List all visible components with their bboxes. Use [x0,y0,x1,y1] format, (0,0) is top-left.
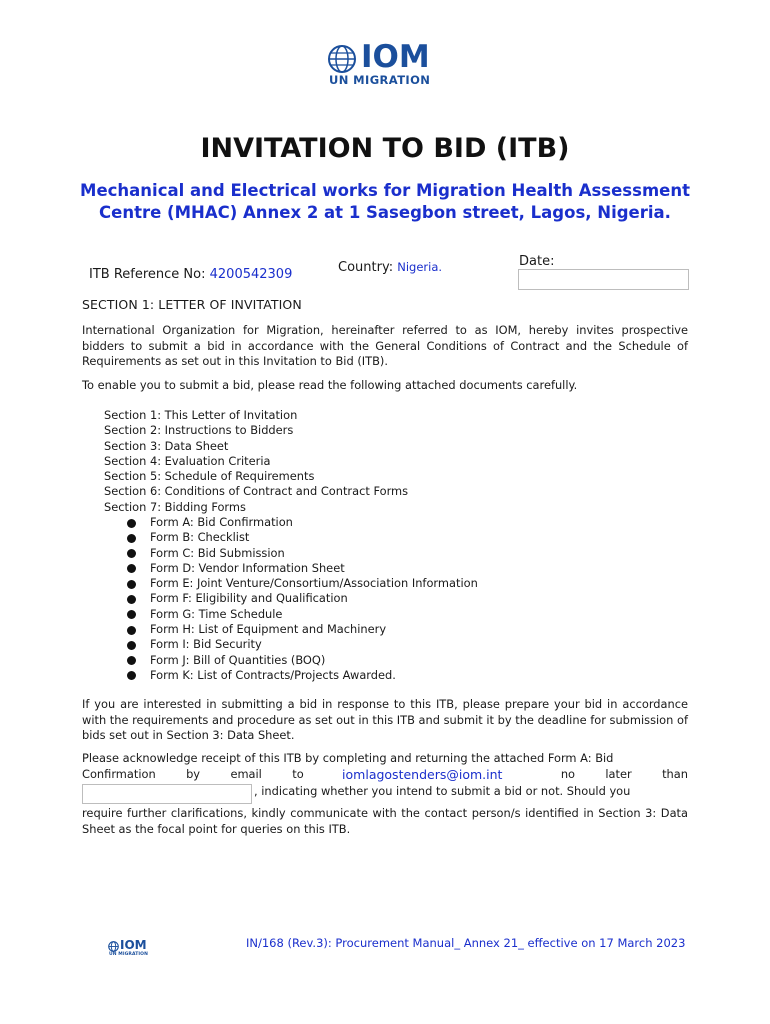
form-label: Form C: Bid Submission [150,545,285,560]
word: later [605,767,632,781]
bullet-icon [127,671,136,680]
form-label: Form D: Vendor Information Sheet [150,560,345,575]
sections-list [104,408,408,515]
list-item: Section 1: This Letter of Invitation [104,408,298,422]
forms-list [127,515,478,683]
list-item [127,515,478,530]
word: by [186,767,201,781]
form-label: Form A: Bid Confirmation [150,515,293,529]
form-label: Form F: Eligibility and Qualification [150,591,348,606]
footer-text: IN/168 (Rev.3): Procurement Manual_ Annex 21_ effective on 17 March 2023 [246,936,686,950]
list-item: Section 5: Schedule of Requirements [104,469,315,484]
bullet-icon [127,595,136,604]
list-item [127,653,478,668]
list-item: Section 6: Conditions of Contract and Contract Forms [104,484,409,499]
list-item [127,607,478,622]
list-item: Section 4: Evaluation Criteria [104,453,271,468]
word: no [560,767,576,781]
country-label: Country: [338,260,398,275]
country [338,260,442,275]
logo-wordmark: IOM [361,39,430,75]
bullet-icon [127,580,136,589]
list-item: Section 3: Data Sheet [104,438,229,453]
list-item [127,576,478,591]
acknowledge-line-1: Please acknowledge receipt of this ITB by completing and returning the attached Form A: Bid [82,751,614,765]
form-label: Form K: List of Contracts/Projects Awarded. [150,667,396,682]
itb-reference-label: ITB Reference No: [89,267,210,282]
list-item [127,530,478,545]
bullet-icon [127,549,136,558]
bullet-icon [127,641,136,650]
form-label: Form G: Time Schedule [150,606,283,621]
bullet-icon [127,656,136,665]
date-label: Date: [519,254,555,269]
un-globe-icon [327,44,357,74]
bullet-icon [127,519,136,528]
document-title: INVITATION TO BID (ITB) [200,133,570,164]
footer-logo-wordmark: IOM [120,938,147,952]
bullet-icon [127,626,136,635]
word: email [230,767,262,781]
list-item [127,591,478,606]
iom-logo [327,39,447,88]
section-heading: SECTION 1: LETTER OF INVITATION [82,297,302,312]
bullet-icon [127,564,136,573]
form-label: Form E: Joint Venture/Consortium/Association Information [150,576,478,591]
acknowledge-line-3: , indicating whether you intend to submit a bid or not. Should you [254,784,631,798]
footer-logo [108,940,156,960]
acknowledge-line-2 [82,767,688,782]
word: Confirmation [82,767,156,781]
logo-subtitle: UN MIGRATION [329,73,431,87]
list-item [127,622,478,637]
deadline-field[interactable] [82,784,252,804]
form-label: Form H: List of Equipment and Machinery [150,622,387,637]
country-value: Nigeria. [397,260,443,274]
form-label: Form B: Checklist [150,530,250,545]
list-item: Section 7: Bidding Forms [104,499,246,514]
date-field[interactable] [518,269,689,290]
list-item [127,546,478,561]
form-label: Form J: Bill of Quantities (BOQ) [150,652,326,667]
word: to [292,767,304,781]
clarification-paragraph: require further clarifications, kindly communicate with the contact person/s identified in Section 3: Data Sheet as the focal point for queries on this ITB. [82,806,688,836]
bullet-icon [127,610,136,619]
itb-reference-value: 4200542309 [209,267,293,282]
word: than [662,767,688,781]
intro-paragraph: International Organization for Migration, hereinafter referred to as IOM, hereby invites prospective bidders to submit a bid in accordance with the General Conditions of Contract and the Schedule of Requirements as set out in this Invitation to Bid (ITB). [82,323,688,368]
list-item [127,668,478,683]
form-label: Form I: Bid Security [150,637,262,652]
footer-logo-subtitle: UN MIGRATION [109,952,148,957]
un-globe-icon [108,941,119,952]
interest-paragraph: If you are interested in submitting a bid in response to this ITB, please prepare your bid in accordance with the requirements and procedure as set out in this ITB and submit it by the deadline for submission of bids set out in Section 3: Data Sheet. [82,697,688,742]
enable-paragraph: To enable you to submit a bid, please read the following attached documents carefully. [82,378,578,392]
itb-reference [89,267,292,282]
list-item: Section 2: Instructions to Bidders [104,423,294,438]
tender-email-link[interactable]: iomlagostenders@iom.int [342,767,503,782]
list-item [127,637,478,652]
list-item [127,561,478,576]
document-subtitle: Mechanical and Electrical works for Migration Health Assessment Centre (MHAC) Annex 2 at 1 Sasegbon street, Lagos, Nigeria. [80,181,690,222]
bullet-icon [127,534,136,543]
